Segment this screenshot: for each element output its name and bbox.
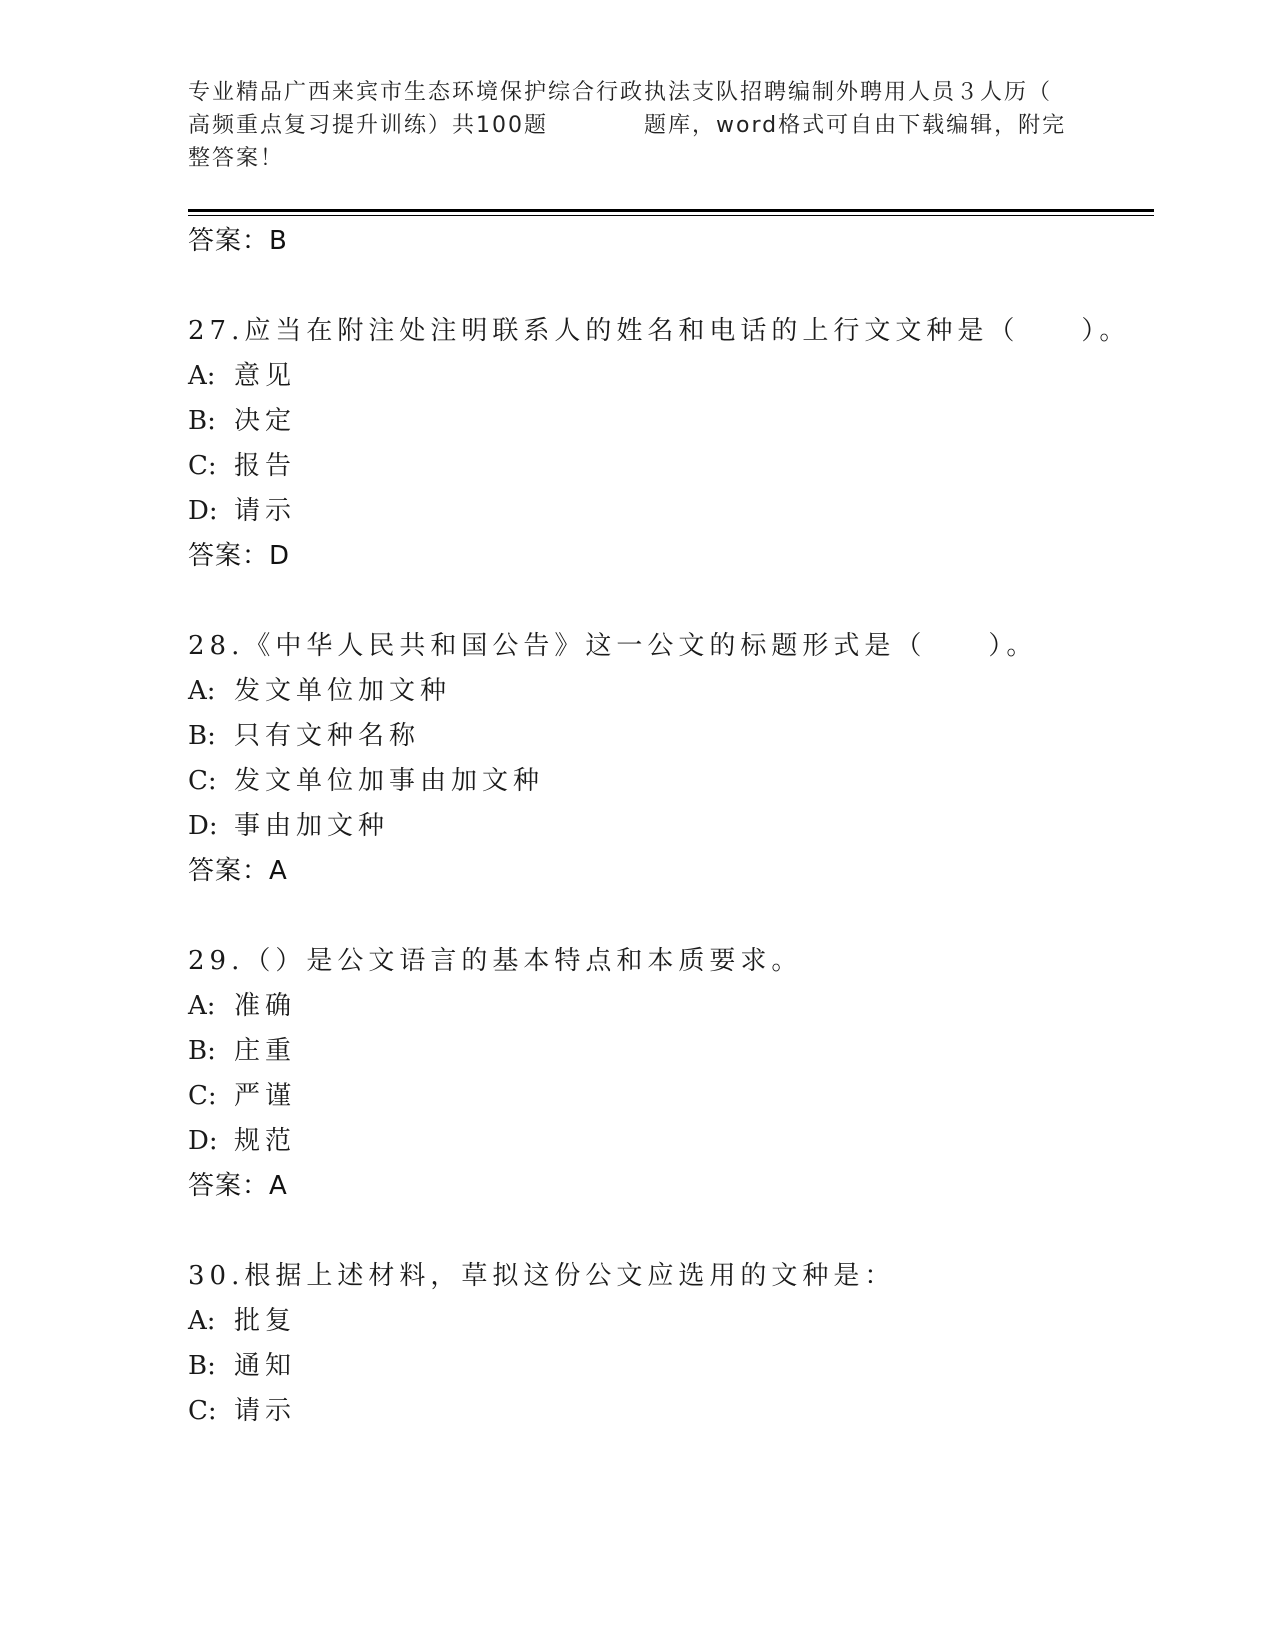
option-text: 通知 [234,1351,297,1381]
option-a [188,991,296,1021]
option-label: D: [188,811,218,841]
option-a [188,361,296,391]
option-b [188,721,420,751]
header-line-3: 整答案！ [188,146,285,171]
header-line-1: 专业精品广西来宾市生态环境保护综合行政执法支队招聘编制外聘用人员３人历（ [188,80,1053,105]
option-c [188,451,296,481]
option-c [188,766,544,796]
question-text: 28.《中华人民共和国公告》这一公文的标题形式是（ ）。 [188,631,1038,661]
question-text: 30.根据上述材料，草拟这份公文应选用的文种是： [188,1261,896,1291]
option-label: D: [188,1126,218,1156]
option-label: B: [188,1351,216,1381]
option-text: 严谨 [234,1081,297,1111]
option-text: 庄重 [234,1036,297,1066]
answer: 答案：A [188,1171,288,1201]
option-label: B: [188,406,216,436]
option-label: C: [188,451,217,481]
option-d [188,1126,296,1156]
previous-answer: 答案：B [188,226,288,256]
option-text: 规范 [234,1126,297,1156]
option-text: 请示 [234,1396,297,1426]
answer: 答案：A [188,856,288,886]
option-d [188,811,389,841]
option-text: 事由加文种 [234,811,390,841]
option-b [188,406,296,436]
option-c [188,1081,296,1111]
option-label: C: [188,1396,217,1426]
option-label: C: [188,1081,217,1111]
option-text: 请示 [234,496,297,526]
option-label: D: [188,496,218,526]
option-label: A: [188,1306,216,1336]
option-c [188,1396,296,1426]
option-label: A: [188,361,216,391]
question-text: 27.应当在附注处注明联系人的姓名和电话的上行文文种是（ ）。 [188,316,1131,346]
option-text: 发文单位加事由加文种 [234,766,545,796]
option-text: 意见 [234,361,297,391]
option-text: 批复 [234,1306,297,1336]
option-d [188,496,296,526]
option-text: 报告 [234,451,297,481]
document-header [188,76,1088,175]
option-a [188,1306,296,1336]
header-divider-thick [188,209,1154,212]
option-label: A: [188,676,216,706]
option-text: 决定 [234,406,297,436]
option-label: A: [188,991,216,1021]
option-a [188,676,451,706]
option-label: B: [188,1036,216,1066]
answer: 答案：D [188,541,291,571]
option-text: 发文单位加文种 [234,676,452,706]
option-b [188,1036,296,1066]
option-text: 只有文种名称 [234,721,421,751]
option-b [188,1351,296,1381]
question-text: 29.（）是公文语言的基本特点和本质要求。 [188,946,803,976]
header-line-2: 高频重点复习提升训练）共100题 题库，word格式可自由下载编辑，附完 [188,113,1067,138]
option-text: 准确 [234,991,297,1021]
header-divider-thin [188,215,1154,216]
option-label: B: [188,721,216,751]
option-label: C: [188,766,217,796]
